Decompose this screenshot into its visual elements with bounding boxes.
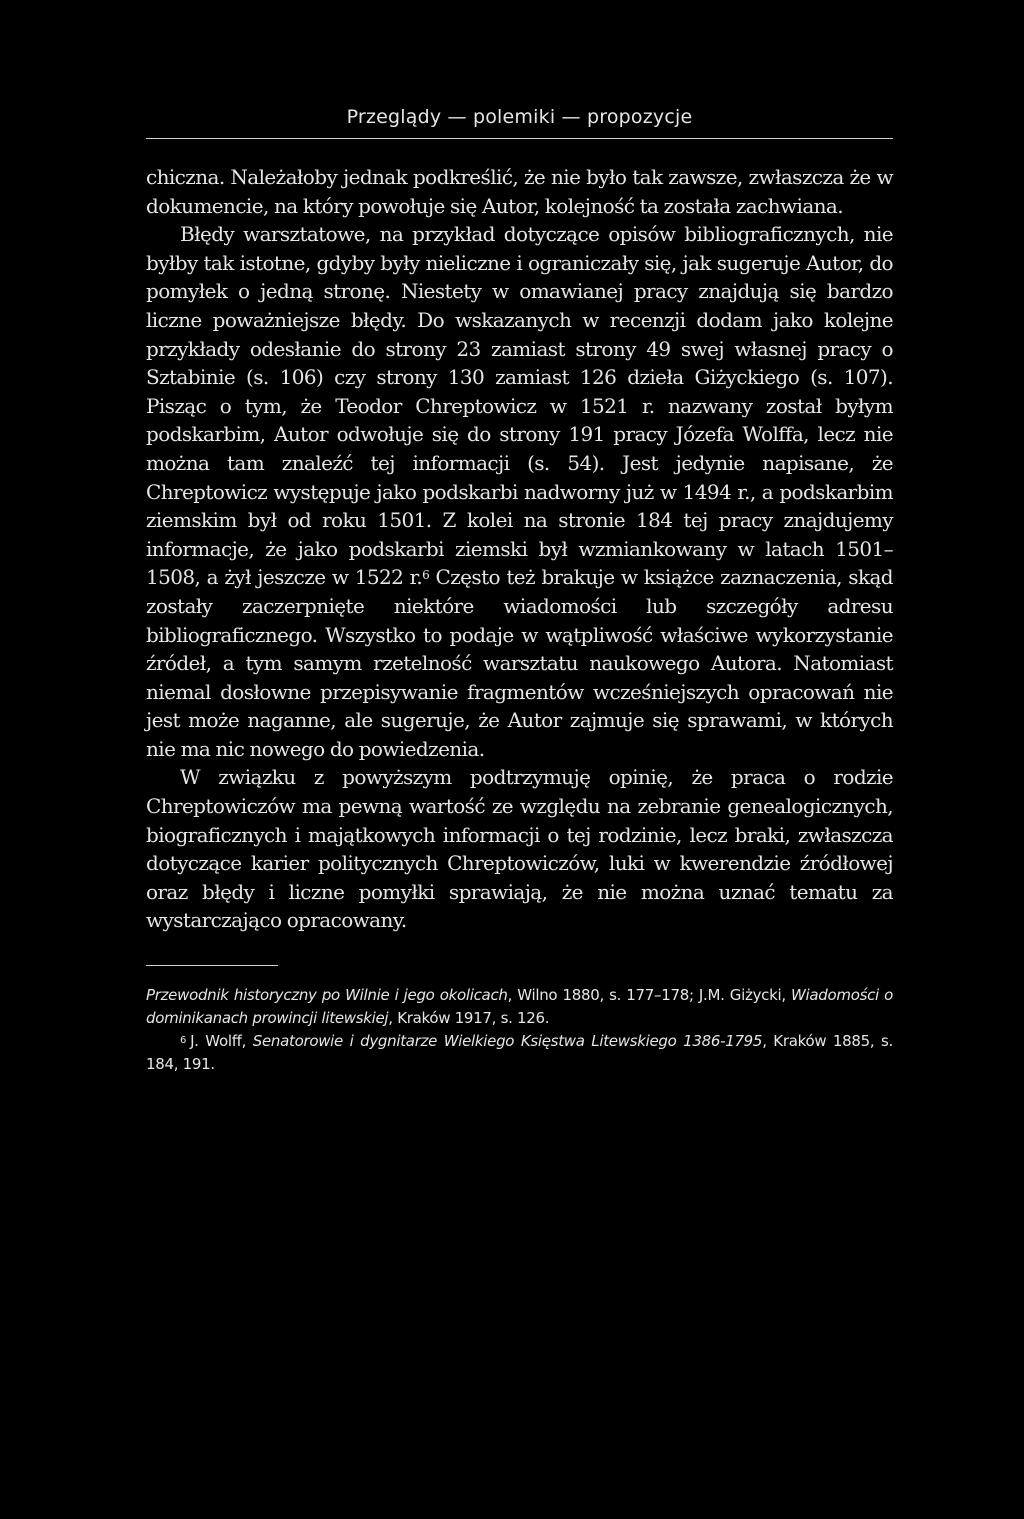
body-text <box>146 163 893 935</box>
footnote-6-author: J. Wolff, <box>190 1032 253 1051</box>
footnote-6-title: Senatorowie i dygnitarze Wielkiego Księstwa Litewskiego 1386-1795 <box>252 1032 763 1051</box>
footnote-5 <box>146 984 893 1030</box>
footnotes <box>146 984 893 1076</box>
footnote-5-text-1: , Wilno 1880, s. 177–178; J.M. Giżycki, <box>507 986 792 1005</box>
header-rule <box>146 138 893 139</box>
paragraph-1: chiczna. Należałoby jednak podkreślić, że nie było tak zawsze, zwłaszcza że w dokumencie, na który powołuje się Autor, kolejność ta została zachwiana. <box>146 165 893 218</box>
footnote-6-text: , Kraków 1885, s. 184, 191. <box>146 1032 893 1074</box>
paragraph-2-continued: Często też brakuje w książce zaznaczenia, skąd zostały zaczerpnięte niektóre wiadomości lub szczegóły adresu bibliograficznego. Wszystko to podaje w wątpliwość właściwe wykorzystanie źródeł, a tym samym rzetelność warsztatu naukowego Autora. Natomiast niemal dosłowne przepisywanie fragmentów wcześniejszych opracowań nie jest może naganne, ale sugeruje, że Autor zajmuje się sprawami, w których nie ma nic nowego do powiedzenia. <box>146 565 893 761</box>
paragraph-2-text: Błędy warsztatowe, na przykład dotyczące opisów bibliograficznych, nie byłby tak istotne, gdyby były nieliczne i ograniczały się, jak sugeruje Autor, do pomyłek o jedną stronę. Niestety w omawianej pracy znajdują się bardzo liczne poważniejsze błędy. Do wskazanych w recenzji dodam jako kolejne przykłady odesłanie do strony 23 zamiast strony 49 swej własnej pracy o Sztabinie (s. 106) czy strony 130 zamiast 126 dzieła Giżyckiego (s. 107). Pisząc o tym, że Teodor Chreptowicz w 1521 r. nazwany został byłym podskarbim, Autor odwołuje się do strony 191 pracy Józefa Wolffa, lecz nie można tam znaleźć tej informacji (s. 54). Jest jedynie napisane, że Chreptowicz występuje jako podskarbi nadworny już w 1494 r., a podskarbim ziemskim był od roku 1501. Z kolei na stronie 184 tej pracy znajdujemy informacje, że jako podskarbi ziemski był wzmiankowany w latach 1501–1508, a żył jeszcze w 1522 r. <box>146 222 893 590</box>
paragraph-3: W związku z powyższym podtrzymuję opinię, że praca o rodzie Chreptowiczów ma pewną wartość ze względu na zebranie genealogicznych, biograficznych i majątkowych informacji o tej rodzinie, lecz braki, zwłaszcza dotyczące karier politycznych Chreptowiczów, luki w kwerendzie źródłowej oraz błędy i liczne pomyłki sprawiają, że nie można uznać tematu za wystarczająco opracowany. <box>146 765 893 933</box>
paragraph-2 <box>146 220 893 763</box>
footnote-ref-6[interactable]: 6 <box>422 568 430 583</box>
running-head: Przeglądy — polemiki — propozycje <box>346 106 693 128</box>
page <box>146 104 893 1076</box>
footnote-5-text-2: , Kraków 1917, s. 126. <box>388 1009 550 1028</box>
footnote-5-title-2: Wiadomości o dominikanach prowincji litewskiej <box>146 986 893 1028</box>
footnote-6 <box>146 1030 893 1076</box>
footnote-rule <box>146 965 278 966</box>
footnote-5-title-1: Przewodnik historyczny po Wilnie i jego okolicach <box>146 986 508 1005</box>
footnote-6-number: 6 <box>180 1035 187 1047</box>
